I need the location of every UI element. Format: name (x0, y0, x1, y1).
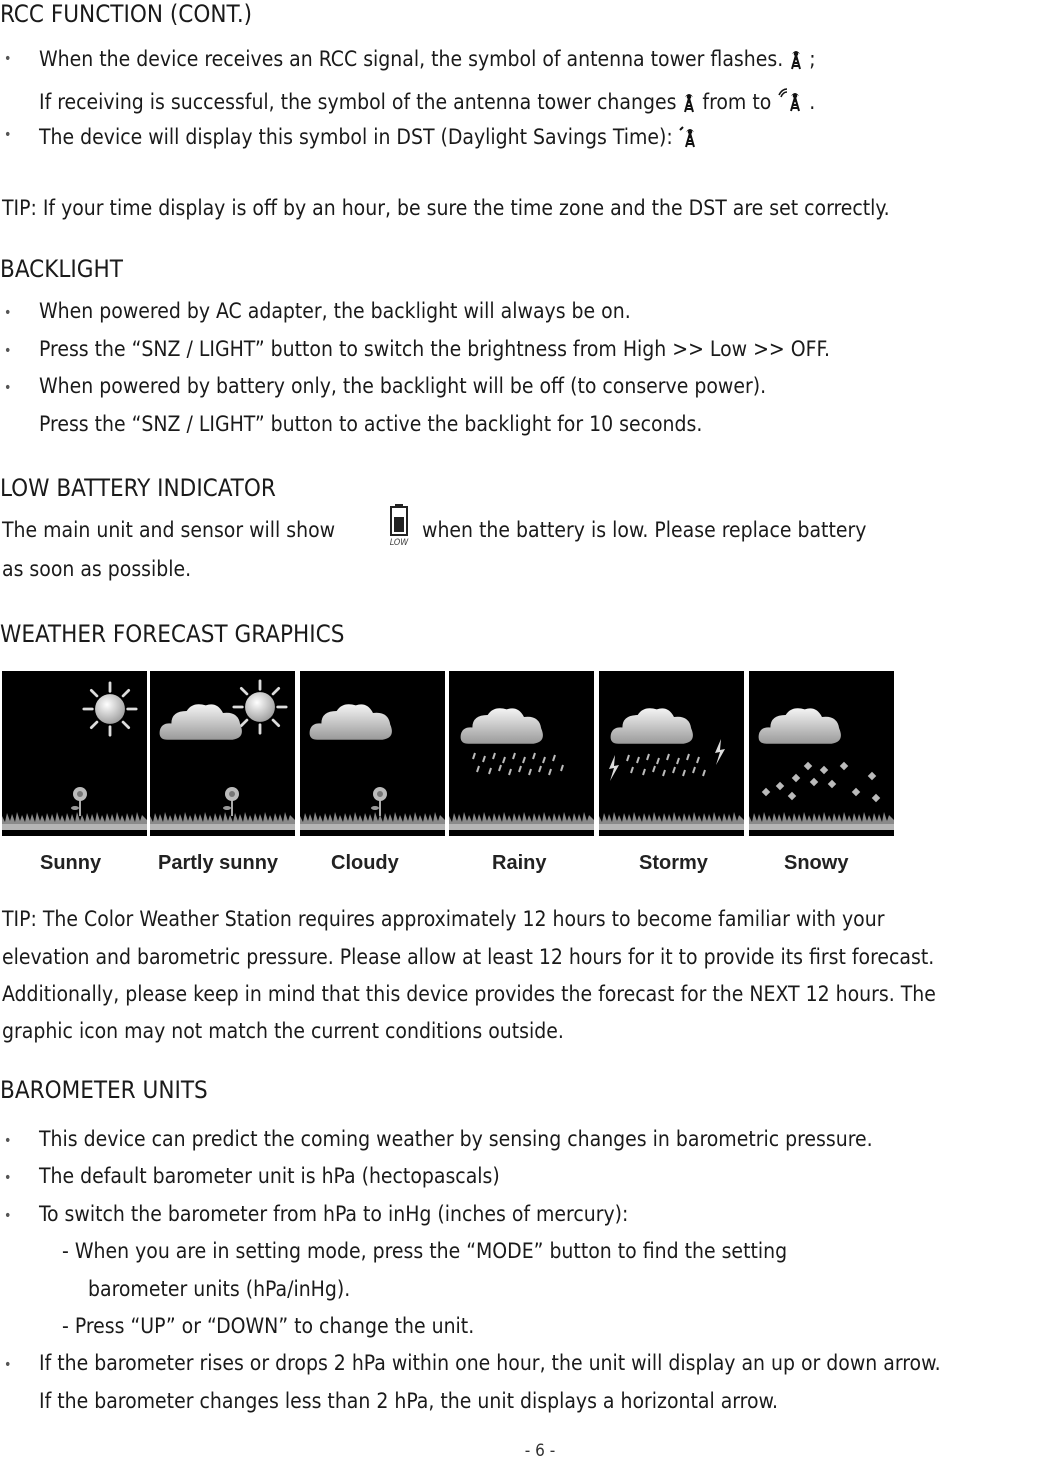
bullet: • (4, 305, 12, 321)
rcc-bullet-2 (39, 124, 697, 148)
lightning-icon (609, 755, 619, 781)
cloud-icon (160, 704, 242, 739)
barometer-bullet-4: If the barometer rises or drops 2 hPa within one hour, the unit will display an up or down arrow. (39, 1351, 941, 1375)
antenna-tower-icon (682, 91, 696, 113)
label-stormy: Stormy (639, 852, 708, 874)
rcc-text: When the device receives an RCC signal, the symbol of antenna tower flashes. (39, 47, 784, 71)
stormy-graphic (599, 671, 744, 836)
low-battery-icon (384, 503, 414, 549)
rainy-graphic (449, 671, 594, 836)
barometer-heading: BAROMETER UNITS (0, 1076, 208, 1104)
label-snowy: Snowy (784, 852, 849, 874)
cloud-icon (759, 708, 841, 743)
forecast-heading: WEATHER FORECAST GRAPHICS (0, 620, 345, 648)
grass-icon (300, 812, 445, 830)
barometer-step-1: - When you are in setting mode, press the “MODE” button to find the setting (62, 1239, 788, 1263)
barometer-bullet-3: To switch the barometer from hPa to inHg (inches of mercury): (39, 1202, 629, 1226)
flower-icon (371, 787, 387, 816)
cloudy-graphic (300, 671, 445, 836)
flower-icon (223, 787, 239, 816)
forecast-tip-line-4: graphic icon may not match the current conditions outside. (2, 1019, 564, 1043)
label-sunny: Sunny (40, 852, 102, 874)
lightning-icon (715, 739, 725, 765)
barometer-bullet-2: The default barometer unit is hPa (hectopascals) (39, 1164, 500, 1188)
battery-line-1b: when the battery is low. Please replace battery (422, 518, 867, 542)
grass-icon (150, 812, 295, 830)
bullet: • (4, 1170, 12, 1186)
backlight-bullet-3-line-2: Press the “SNZ / LIGHT” button to active the backlight for 10 seconds. (39, 412, 703, 436)
antenna-signal-icon (777, 87, 803, 113)
low-battery-label: LOW (389, 538, 409, 548)
backlight-bullet-3: When powered by battery only, the backlight will be off (to conserve power). (39, 374, 767, 398)
bullet: • (4, 1208, 12, 1224)
rain-icon (627, 754, 705, 776)
sun-icon (84, 683, 136, 735)
snowy-graphic (749, 671, 894, 836)
snow-icon (762, 762, 880, 802)
battery-heading: LOW BATTERY INDICATOR (0, 474, 276, 502)
forecast-tip-line-3: Additionally, please keep in mind that this device provides the forecast for the NEXT 12 hours. The (2, 982, 936, 1006)
rcc-text: If receiving is successful, the symbol of the antenna tower changes (39, 90, 677, 114)
grass-icon (2, 812, 147, 830)
barometer-bullet-1: This device can predict the coming weather by sensing changes in barometric pressure. (39, 1127, 873, 1151)
sun-icon (234, 681, 286, 733)
page-number: - 6 - (524, 1441, 556, 1461)
forecast-tip-line-2: elevation and barometric pressure. Please allow at least 12 hours for it to provide its first forecast. (2, 945, 935, 969)
barometer-step-2: - Press “UP” or “DOWN” to change the unit. (62, 1314, 475, 1338)
flower-icon (71, 787, 87, 816)
bullet: • (4, 1133, 12, 1149)
grass-icon (599, 812, 744, 830)
backlight-bullet-1: When powered by AC adapter, the backlight will always be on. (39, 299, 631, 323)
forecast-tip-line-1: TIP: The Color Weather Station requires approximately 12 hours to become familiar with your (2, 907, 885, 931)
battery-line-1a: The main unit and sensor will show (2, 518, 336, 542)
grass-icon (449, 812, 594, 830)
sunny-graphic (2, 671, 147, 836)
bullet: • (4, 51, 12, 67)
grass-icon (749, 812, 894, 830)
bullet: • (4, 127, 12, 143)
rcc-text: from to (702, 90, 772, 114)
rcc-text: ; (809, 47, 816, 71)
barometer-step-1-line-2: barometer units (hPa/inHg). (88, 1277, 351, 1301)
label-rainy: Rainy (492, 852, 547, 874)
rcc-tip: TIP: If your time display is off by an hour, be sure the time zone and the DST are set correctly. (2, 196, 890, 220)
rain-icon (473, 753, 563, 775)
rcc-text: . (809, 90, 816, 114)
bullet: • (4, 343, 12, 359)
rcc-bullet-1-line-2 (39, 87, 815, 113)
bullet: • (4, 1357, 12, 1373)
backlight-heading: BACKLIGHT (0, 255, 123, 283)
bullet: • (4, 380, 12, 396)
rcc-bullet-1 (39, 48, 816, 70)
cloud-icon (461, 708, 543, 743)
antenna-tower-icon (789, 48, 803, 70)
dst-antenna-icon (679, 124, 697, 148)
label-partly-sunny: Partly sunny (158, 852, 279, 874)
cloud-icon (310, 704, 392, 739)
cloud-icon (611, 708, 693, 743)
barometer-bullet-4-line-2: If the barometer changes less than 2 hPa, the unit displays a horizontal arrow. (39, 1389, 779, 1413)
battery-line-2: as soon as possible. (2, 557, 192, 581)
label-cloudy: Cloudy (331, 852, 399, 874)
partly-sunny-graphic (150, 671, 295, 836)
backlight-bullet-2: Press the “SNZ / LIGHT” button to switch the brightness from High >> Low >> OFF. (39, 337, 830, 361)
rcc-heading: RCC FUNCTION (CONT.) (0, 0, 253, 28)
rcc-text: The device will display this symbol in DST (Daylight Savings Time): (39, 125, 673, 149)
